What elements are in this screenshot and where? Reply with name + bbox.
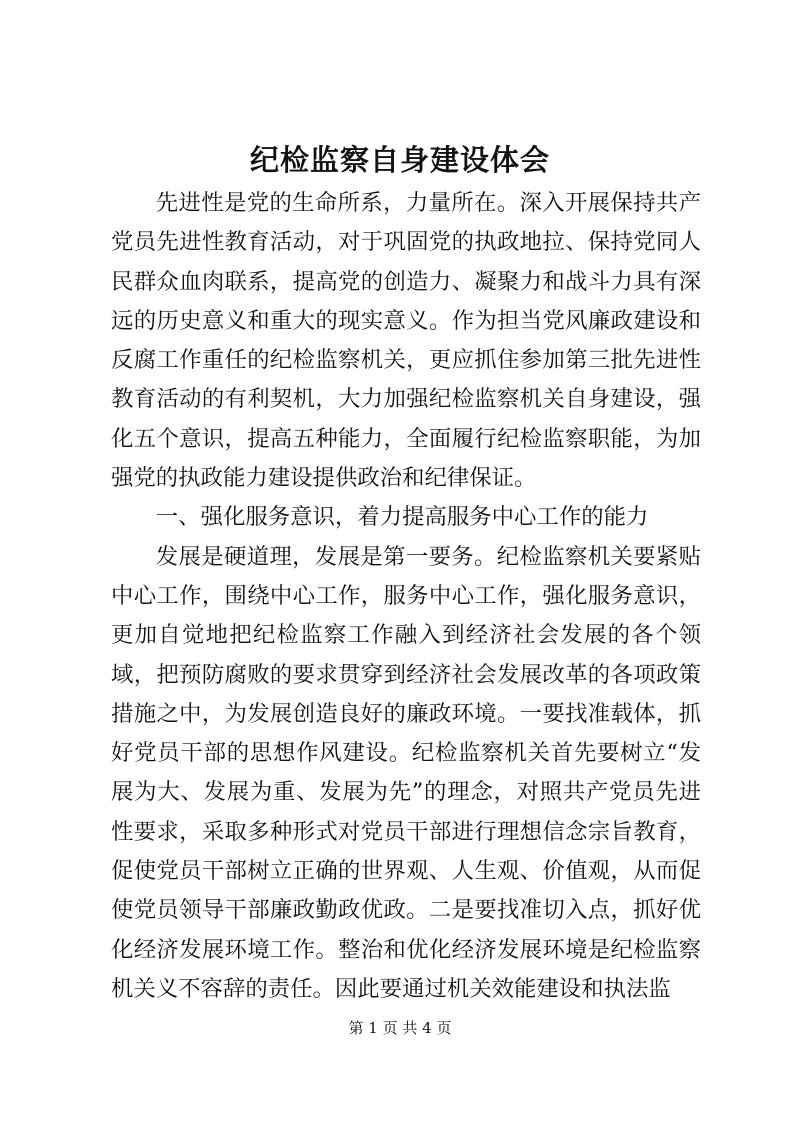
paragraph-intro: 先进性是党的生命所系，力量所在。深入开展保持共产党员先进性教育活动，对于巩固党的执政地拉、保持党同人民群众血肉联系，提高党的创造力、凝聚力和战斗力具有深远的历史意义和重大的现实意义。作为担当党风廉政建设和反腐工作重任的纪检监察机关，更应抓住参加第三批先进性教育活动的有利契机，大力加强纪检监察机关自身建设，强化五个意识，提高五种能力，全面履行纪检监察职能，为加强党的执政能力建设提供政治和纪律保证。 (111, 190, 701, 492)
section-heading-1: 一、强化服务意识，着力提高服务中心工作的能力 (155, 504, 649, 531)
document-title: 纪检监察自身建设体会 (249, 143, 550, 177)
page-footer: 第 1 页 共 4 页 (348, 1019, 452, 1037)
paragraph-section-1: 发展是硬道理，发展是第一要务。纪检监察机关要紧贴中心工作，围绕中心工作，服务中心工作，强化服务意识，更加自觉地把纪检监察工作融入到经济社会发展的各个领域，把预防腐败的要求贯穿到经济社会发展改革的各项政策措施之中，为发展创造良好的廉政环境。一要找准载体，抓好党员干部的思想作风建设。纪检监察机关首先要树立“发展为大、发展为重、发展为先”的理念，对照共产党员先进性要求，采取多种形式对党员干部进行理想信念宗旨教育，促使党员干部树立正确的世界观、人生观、价值观，从而促使党员领导干部廉政勤政优政。二是要找准切入点，抓好优化经济发展环境工作。整治和优化经济发展环境是纪检监察机关义不容辞的责任。因此要通过机关效能建设和执法监 (111, 543, 701, 1002)
document-body (111, 184, 701, 1009)
